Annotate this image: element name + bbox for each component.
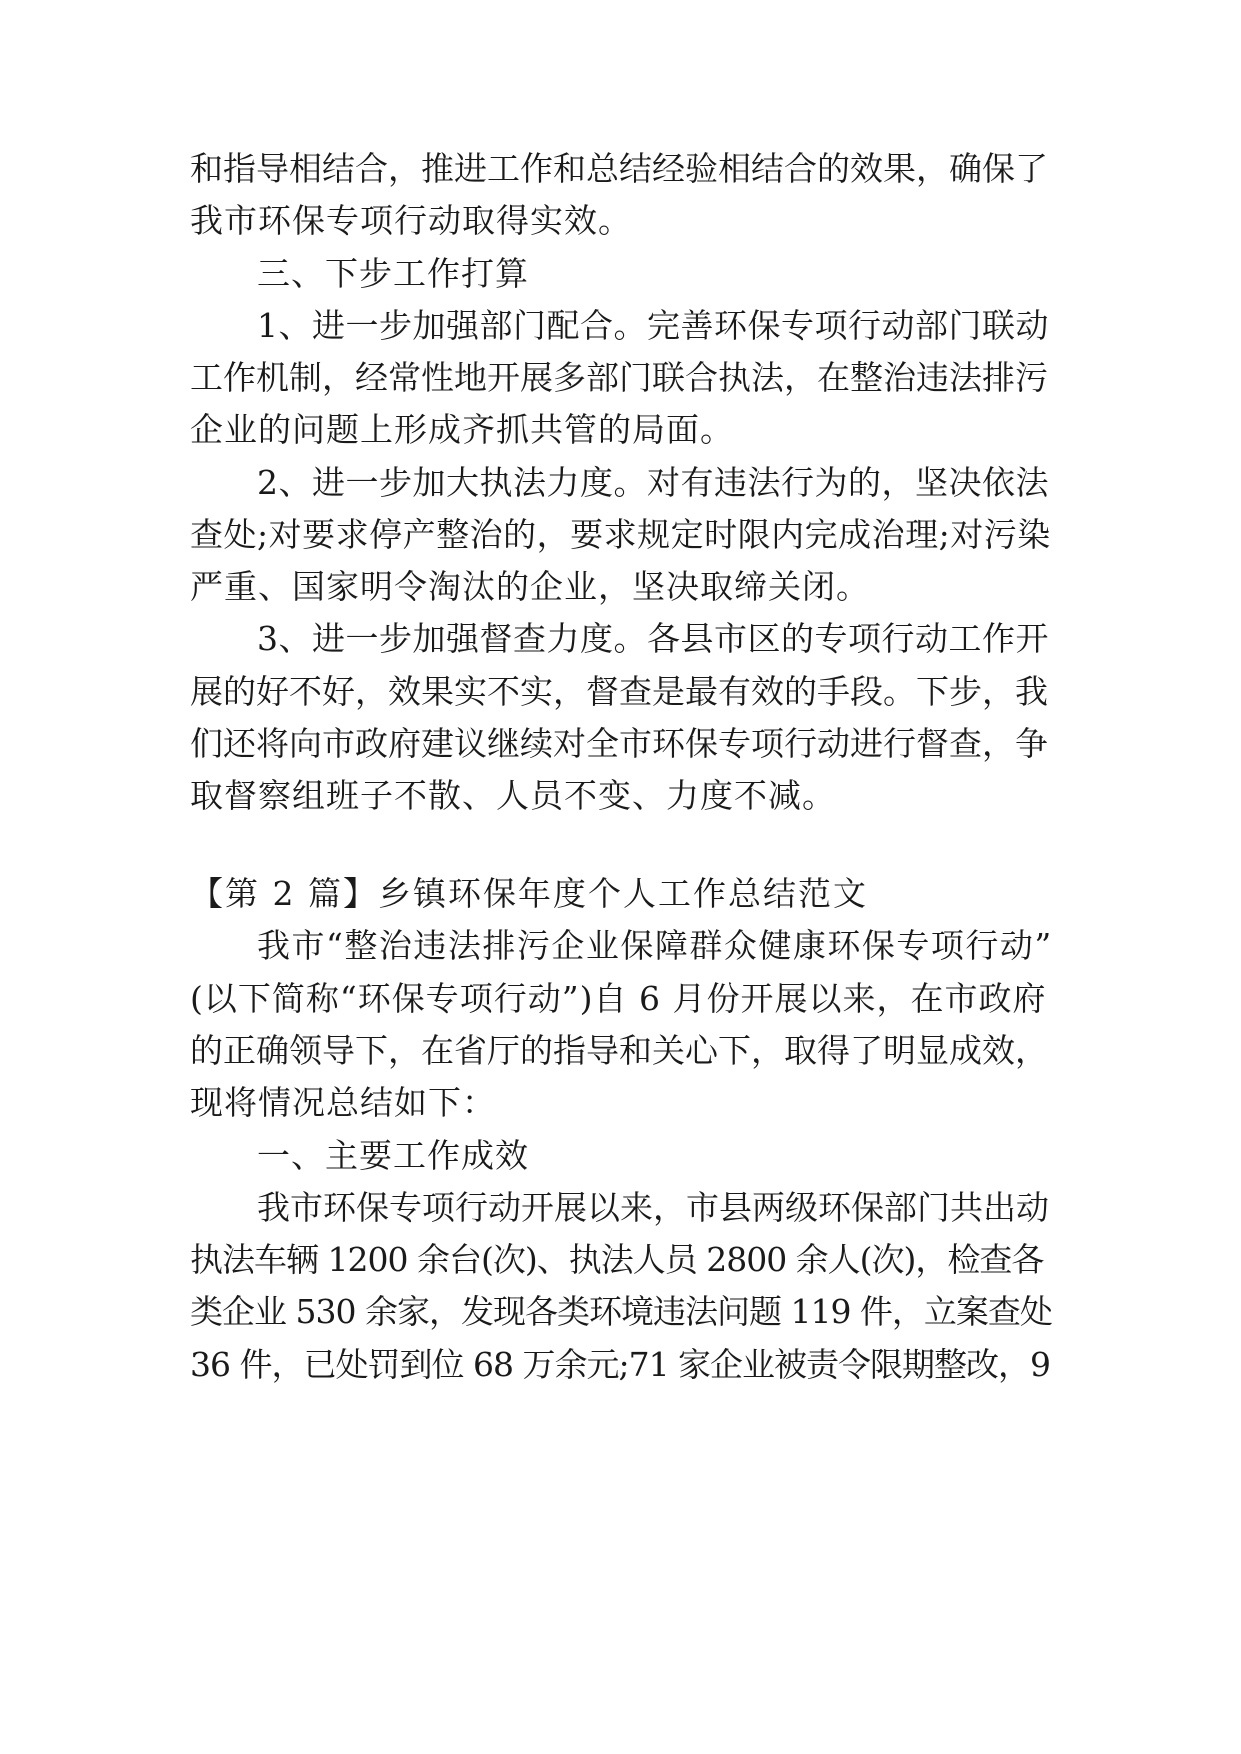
paragraph-line: 查处;对要求停产整治的，要求规定时限内完成治理;对污染 xyxy=(190,515,1051,554)
paragraph-line: 执法车辆 1200 余台(次)、执法人员 2800 余人(次)，检查各 xyxy=(190,1240,1044,1279)
paragraph-line: 我市环保专项行动取得实效。 xyxy=(190,201,632,240)
paragraph-line: 我市“整治违法排污企业保障群众健康环保专项行动” xyxy=(257,926,1053,965)
section-heading: 三、下步工作打算 xyxy=(257,254,529,293)
paragraph-line: 和指导相结合，推进工作和总结经验相结合的效果，确保了 xyxy=(190,149,1048,188)
paragraph-line: 企业的问题上形成齐抓共管的局面。 xyxy=(190,410,734,449)
paragraph-line: 严重、国家明令淘汰的企业，坚决取缔关闭。 xyxy=(190,567,870,606)
paragraph-line: 工作机制，经常性地开展多部门联合执法，在整治违法排污 xyxy=(190,358,1048,397)
section-heading: 一、主要工作成效 xyxy=(257,1136,529,1175)
paragraph-line: 展的好不好，效果实不实，督查是最有效的手段。下步，我 xyxy=(190,672,1048,711)
article-title: 【第 2 篇】乡镇环保年度个人工作总结范文 xyxy=(190,874,868,913)
paragraph-line: 类企业 530 余家，发现各类环境违法问题 119 件，立案查处 xyxy=(190,1292,1052,1331)
paragraph-line: 们还将向市政府建议继续对全市环保专项行动进行督查，争 xyxy=(190,724,1048,763)
paragraph-line: (以下简称“环保专项行动”)自 6 月份开展以来，在市政府 xyxy=(190,979,1047,1018)
paragraph-line: 我市环保专项行动开展以来，市县两级环保部门共出动 xyxy=(257,1188,1049,1227)
paragraph-line: 1、进一步加强部门配合。完善环保专项行动部门联动 xyxy=(257,306,1049,345)
paragraph-line: 3、进一步加强督查力度。各县市区的专项行动工作开 xyxy=(257,619,1049,658)
paragraph-line: 36 件，已处罚到位 68 万余元;71 家企业被责令限期整改，9 xyxy=(190,1345,1051,1384)
paragraph-line: 2、进一步加大执法力度。对有违法行为的，坚决依法 xyxy=(257,463,1049,502)
paragraph-line: 取督察组班子不散、人员不变、力度不减。 xyxy=(190,776,836,815)
paragraph-line: 现将情况总结如下： xyxy=(190,1083,496,1122)
paragraph-line: 的正确领导下，在省厅的指导和关心下，取得了明显成效， xyxy=(190,1031,1048,1070)
